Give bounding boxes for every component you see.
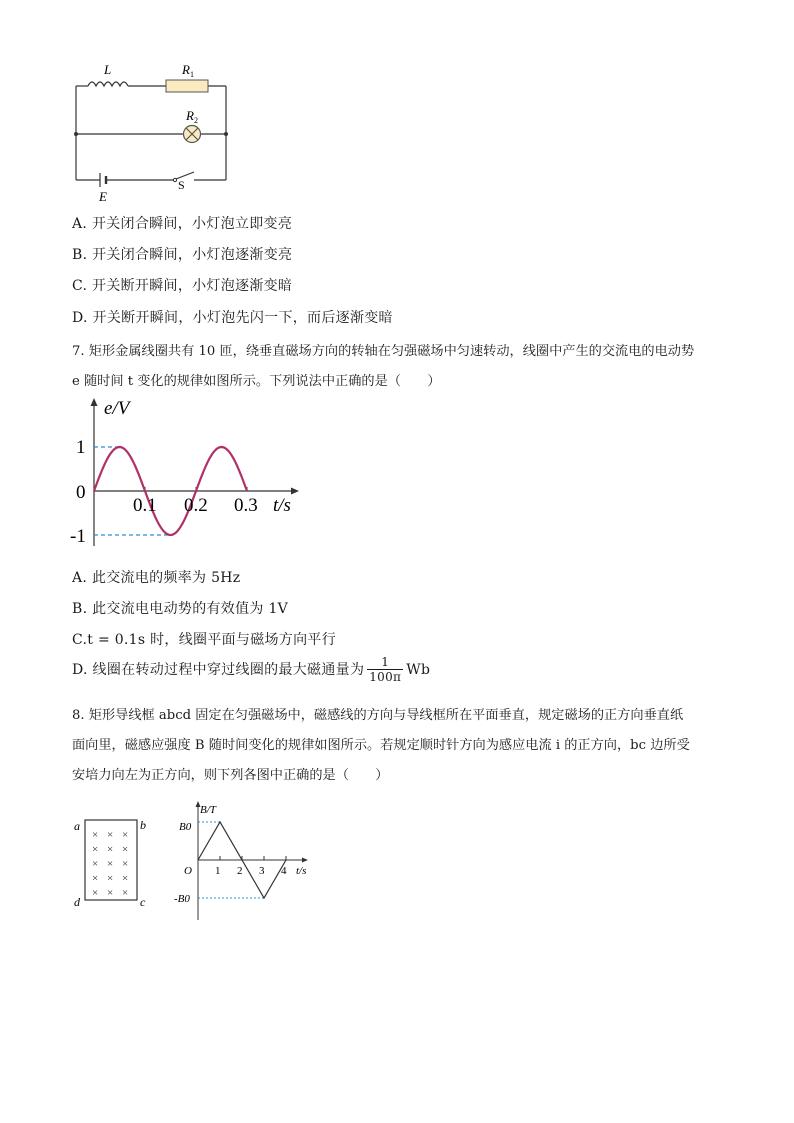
- y-axis-label: e/V: [104, 398, 130, 419]
- x-tick-label-3: 3: [259, 865, 265, 877]
- x-tick-label-2: 2: [237, 865, 243, 877]
- y-tick-label-0: 0: [76, 482, 86, 503]
- inductor-coil: [88, 82, 128, 86]
- field-cross-mark: ×: [122, 858, 129, 870]
- field-cross-mark: ×: [92, 829, 99, 841]
- q7-option-a: A. 此交流电的频率为 5Hz: [72, 570, 241, 586]
- emf-time-chart: [66, 394, 306, 550]
- field-cross-mark: ×: [92, 858, 99, 870]
- y-tick-label-b0: B0: [179, 821, 192, 833]
- q7-option-d: D. 线圈在转动过程中穿过线圈的最大磁通量为 $\frac{1}{100\pi}$ Wb: [72, 655, 431, 685]
- x-axis-arrow: [302, 858, 308, 863]
- x-axis-label: t/s: [296, 865, 307, 877]
- field-cross-mark: ×: [107, 843, 114, 856]
- x-tick-label-4: 4: [281, 865, 287, 877]
- y-axis-arrow: [91, 398, 98, 406]
- q7-option-b: B. 此交流电电动势的有效值为 1V: [72, 601, 289, 617]
- field-cross-mark: ×: [92, 843, 99, 856]
- field-cross-mark: ×: [107, 872, 114, 885]
- field-cross-mark: ×: [107, 858, 114, 870]
- q6-option-a: A. 开关闭合瞬间，小灯泡立即变亮: [72, 216, 293, 232]
- y-tick-label-1: 1: [76, 437, 86, 458]
- field-cross-mark: ×: [122, 872, 129, 885]
- switch-contact: [173, 178, 176, 181]
- switch-label: S: [178, 178, 185, 192]
- x-axis-arrow: [291, 488, 299, 495]
- field-cross-mark: ×: [107, 829, 114, 841]
- label-c: c: [140, 895, 146, 909]
- battery-label: E: [99, 189, 107, 204]
- circuit-diagram: [66, 58, 246, 206]
- b-time-chart: [172, 796, 322, 926]
- field-cross-mark: ×: [107, 887, 114, 899]
- x-tick-label-0.1: 0.1: [133, 495, 157, 516]
- field-cross-mark: ×: [92, 887, 99, 899]
- q7-stem-line2: e 随时间 t 变化的规律如图所示。下列说法中正确的是（ ）: [72, 374, 441, 389]
- q8-stem-line1: 8. 矩形导线框 abcd 固定在匀强磁场中，磁感线的方向与导线框所在平面垂直，规定磁场的正方向垂直纸: [72, 708, 684, 723]
- inductor-label: L: [104, 62, 112, 77]
- lamp-label: $R_2$: [186, 108, 198, 125]
- q6-option-c: C. 开关断开瞬间，小灯泡逐渐变暗: [72, 278, 293, 294]
- x-axis-label: t/s: [273, 495, 291, 516]
- origin-label: O: [184, 865, 192, 877]
- field-cross-mark: ×: [122, 887, 129, 899]
- field-marks: [92, 829, 128, 899]
- x-tick-label-0.3: 0.3: [234, 495, 258, 516]
- x-tick-label-0.2: 0.2: [184, 495, 208, 516]
- battery-e: [100, 173, 106, 187]
- x-tick-label-1: 1: [215, 865, 221, 877]
- flux-fraction: $\frac{1}{100\pi}$: [369, 655, 402, 685]
- label-d: d: [74, 895, 80, 909]
- q7-stem-line1: 7. 矩形金属线圈共有 10 匝，绕垂直磁场方向的转轴在匀强磁场中匀速转动，线圈中产生的交流电的电动势: [72, 344, 695, 359]
- y-tick-label-neg-b0: -B0: [174, 893, 190, 905]
- frame-abcd: [70, 812, 156, 912]
- field-cross-mark: ×: [92, 872, 99, 885]
- resistor1-label: $R_1$: [182, 62, 194, 79]
- q6-option-d: D. 开关断开瞬间，小灯泡先闪一下，而后逐渐变暗: [72, 310, 393, 326]
- lamp-r2: [184, 126, 201, 143]
- field-cross-mark: ×: [122, 843, 129, 856]
- label-b: b: [140, 818, 146, 832]
- label-a: a: [74, 819, 80, 833]
- resistor-r1: [166, 80, 208, 92]
- q8-stem-line3: 安培力向左为正方向，则下列各图中正确的是（ ）: [72, 768, 389, 783]
- q6-option-b: B. 开关闭合瞬间，小灯泡逐渐变亮: [72, 247, 293, 263]
- q7-option-c: C.t = 0.1s 时，线圈平面与磁场方向平行: [72, 632, 337, 648]
- q8-stem-line2: 面向里，磁感应强度 B 随时间变化的规律如图所示。若规定顺时针方向为感应电流 i 的正方向，bc 边所受: [72, 738, 690, 753]
- y-axis-label: B/T: [200, 804, 216, 816]
- field-cross-mark: ×: [122, 829, 129, 841]
- y-tick-label-neg1: -1: [70, 526, 86, 547]
